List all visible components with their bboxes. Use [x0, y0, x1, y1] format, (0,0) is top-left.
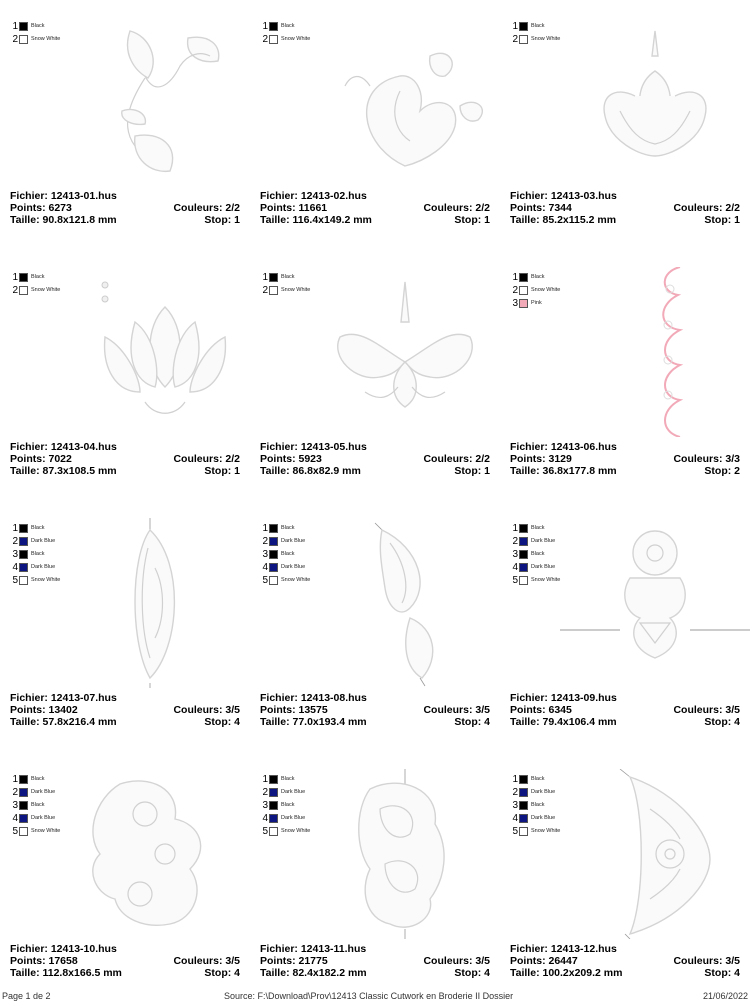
thread-name: Black	[531, 801, 545, 808]
design-card	[250, 253, 500, 504]
design-size: Taille: 79.4x106.4 mm	[510, 716, 617, 728]
design-size: Taille: 82.4x182.2 mm	[260, 967, 367, 979]
thread-list	[10, 773, 60, 838]
design-card	[500, 755, 750, 1006]
design-info	[260, 692, 490, 728]
thread-number: 3	[12, 548, 18, 560]
thread-color-swatch	[269, 814, 278, 823]
stitch-count: Points: 17658	[10, 955, 78, 967]
thread-name: Snow White	[31, 286, 61, 293]
thread-color-swatch	[19, 550, 28, 559]
thread-name: Black	[31, 22, 45, 29]
thread-list	[510, 271, 560, 310]
thread-color-swatch	[519, 827, 528, 836]
thread-name: Black	[31, 524, 45, 531]
stop-count: Stop: 1	[204, 465, 240, 477]
thread-item	[260, 535, 310, 548]
design-preview-image	[310, 267, 500, 437]
thread-name: Black	[531, 550, 545, 557]
thread-name: Snow White	[31, 35, 61, 42]
thread-item	[510, 548, 560, 561]
thread-color-swatch	[519, 299, 528, 308]
thread-number: 2	[12, 284, 18, 296]
thread-item	[260, 20, 310, 33]
design-preview-image	[310, 16, 500, 186]
file-name: Fichier: 12413-08.hus	[260, 692, 367, 704]
thread-name: Snow White	[531, 35, 561, 42]
thread-name: Dark Blue	[31, 563, 56, 570]
thread-item	[10, 271, 60, 284]
thread-item	[510, 812, 560, 825]
design-preview-image	[60, 769, 250, 939]
thread-item	[10, 773, 60, 786]
thread-name: Snow White	[281, 35, 311, 42]
thread-color-swatch	[269, 524, 278, 533]
thread-name: Black	[31, 775, 45, 782]
stitch-count: Points: 11661	[260, 202, 328, 214]
design-card	[250, 755, 500, 1006]
thread-number: 1	[262, 20, 268, 32]
thread-number: 3	[512, 548, 518, 560]
stitch-count: Points: 13402	[10, 704, 78, 716]
thread-number: 1	[262, 271, 268, 283]
thread-item	[10, 561, 60, 574]
file-name: Fichier: 12413-03.hus	[510, 190, 617, 202]
thread-number: 1	[512, 773, 518, 785]
thread-name: Dark Blue	[281, 563, 306, 570]
thread-list	[510, 773, 560, 838]
stitch-count: Points: 6345	[510, 704, 572, 716]
thread-name: Dark Blue	[31, 537, 56, 544]
thread-number: 5	[512, 574, 518, 586]
stitch-count: Points: 5923	[260, 453, 322, 465]
thread-color-swatch	[519, 22, 528, 31]
thread-color-swatch	[519, 775, 528, 784]
thread-item	[260, 799, 310, 812]
thread-number: 5	[512, 825, 518, 837]
thread-color-swatch	[19, 22, 28, 31]
design-card	[0, 504, 250, 755]
design-size: Taille: 36.8x177.8 mm	[510, 465, 617, 477]
thread-name: Snow White	[531, 827, 561, 834]
design-size: Taille: 90.8x121.8 mm	[10, 214, 117, 226]
stop-count: Stop: 1	[454, 214, 490, 226]
stitch-count: Points: 6273	[10, 202, 72, 214]
color-count: Couleurs: 2/2	[423, 453, 490, 465]
thread-color-swatch	[269, 576, 278, 585]
stop-count: Stop: 2	[704, 465, 740, 477]
design-size: Taille: 77.0x193.4 mm	[260, 716, 367, 728]
thread-number: 2	[12, 33, 18, 45]
stitch-count: Points: 26447	[510, 955, 578, 967]
thread-list	[10, 522, 60, 587]
stop-count: Stop: 4	[454, 716, 490, 728]
thread-item	[260, 786, 310, 799]
file-name: Fichier: 12413-10.hus	[10, 943, 117, 955]
thread-item	[510, 574, 560, 587]
thread-color-swatch	[269, 563, 278, 572]
design-card	[0, 755, 250, 1006]
design-preview-image	[60, 518, 250, 688]
thread-name: Black	[31, 550, 45, 557]
thread-name: Dark Blue	[281, 788, 306, 795]
thread-item	[510, 284, 560, 297]
stop-count: Stop: 4	[704, 716, 740, 728]
thread-item	[510, 535, 560, 548]
thread-number: 3	[262, 799, 268, 811]
thread-name: Dark Blue	[31, 814, 56, 821]
thread-item	[10, 574, 60, 587]
thread-item	[10, 825, 60, 838]
thread-number: 3	[262, 548, 268, 560]
design-size: Taille: 85.2x115.2 mm	[510, 214, 617, 226]
design-preview-image	[60, 267, 250, 437]
design-info	[510, 190, 740, 226]
thread-number: 1	[512, 271, 518, 283]
color-count: Couleurs: 3/3	[673, 453, 740, 465]
thread-number: 4	[512, 561, 518, 573]
color-count: Couleurs: 3/5	[173, 704, 240, 716]
thread-name: Snow White	[531, 576, 561, 583]
design-card	[500, 253, 750, 504]
thread-color-swatch	[269, 827, 278, 836]
thread-color-swatch	[519, 550, 528, 559]
page-number: Page 1 de 2	[2, 991, 51, 1001]
thread-item	[10, 522, 60, 535]
design-preview-image	[60, 16, 250, 186]
color-count: Couleurs: 2/2	[423, 202, 490, 214]
thread-item	[10, 20, 60, 33]
thread-name: Snow White	[281, 576, 311, 583]
design-card	[0, 2, 250, 253]
thread-color-swatch	[19, 35, 28, 44]
thread-item	[260, 812, 310, 825]
design-info	[10, 190, 240, 226]
design-info	[10, 441, 240, 477]
thread-number: 2	[12, 786, 18, 798]
thread-item	[260, 561, 310, 574]
design-info	[510, 692, 740, 728]
thread-color-swatch	[269, 273, 278, 282]
design-size: Taille: 86.8x82.9 mm	[260, 465, 361, 477]
source-path: Source: F:\Download\Prov\12413 Classic Cutwork en Broderie II Dossier	[224, 991, 514, 1001]
thread-color-swatch	[19, 814, 28, 823]
design-card	[0, 253, 250, 504]
design-card	[250, 504, 500, 755]
thread-item	[10, 812, 60, 825]
thread-number: 2	[512, 535, 518, 547]
thread-name: Dark Blue	[281, 537, 306, 544]
thread-name: Black	[531, 775, 545, 782]
color-count: Couleurs: 2/2	[173, 202, 240, 214]
thread-color-swatch	[19, 524, 28, 533]
thread-item	[510, 786, 560, 799]
thread-color-swatch	[19, 827, 28, 836]
thread-item	[510, 561, 560, 574]
thread-color-swatch	[269, 22, 278, 31]
thread-name: Snow White	[531, 286, 561, 293]
design-info	[510, 441, 740, 477]
thread-color-swatch	[519, 576, 528, 585]
color-count: Couleurs: 3/5	[423, 955, 490, 967]
thread-name: Snow White	[281, 827, 311, 834]
thread-list	[260, 522, 310, 587]
thread-name: Black	[281, 22, 295, 29]
thread-name: Dark Blue	[531, 788, 556, 795]
print-date: 21/06/2022	[703, 991, 749, 1001]
thread-number: 4	[12, 561, 18, 573]
thread-color-swatch	[19, 788, 28, 797]
thread-color-swatch	[269, 550, 278, 559]
file-name: Fichier: 12413-02.hus	[260, 190, 367, 202]
stop-count: Stop: 1	[704, 214, 740, 226]
design-info	[260, 441, 490, 477]
thread-item	[510, 271, 560, 284]
thread-color-swatch	[19, 563, 28, 572]
thread-color-swatch	[519, 537, 528, 546]
thread-item	[10, 284, 60, 297]
thread-color-swatch	[519, 35, 528, 44]
thread-item	[10, 33, 60, 46]
design-size: Taille: 116.4x149.2 mm	[260, 214, 372, 226]
design-card	[250, 2, 500, 253]
thread-number: 1	[512, 522, 518, 534]
thread-number: 2	[512, 33, 518, 45]
file-name: Fichier: 12413-06.hus	[510, 441, 617, 453]
thread-list	[10, 20, 60, 46]
thread-color-swatch	[19, 273, 28, 282]
file-name: Fichier: 12413-12.hus	[510, 943, 617, 955]
thread-name: Snow White	[31, 576, 61, 583]
thread-color-swatch	[519, 788, 528, 797]
thread-number: 2	[262, 786, 268, 798]
thread-number: 5	[12, 574, 18, 586]
thread-color-swatch	[269, 537, 278, 546]
thread-color-swatch	[269, 801, 278, 810]
thread-list	[10, 271, 60, 297]
thread-item	[510, 773, 560, 786]
thread-name: Black	[531, 22, 545, 29]
thread-name: Black	[531, 524, 545, 531]
thread-number: 4	[512, 812, 518, 824]
stitch-count: Points: 13575	[260, 704, 328, 716]
thread-name: Dark Blue	[531, 563, 556, 570]
design-size: Taille: 87.3x108.5 mm	[10, 465, 117, 477]
design-preview-image	[560, 267, 750, 437]
color-count: Couleurs: 2/2	[173, 453, 240, 465]
thread-list	[510, 20, 560, 46]
design-preview-image	[310, 769, 500, 939]
thread-color-swatch	[269, 775, 278, 784]
thread-number: 1	[262, 522, 268, 534]
thread-name: Snow White	[31, 827, 61, 834]
color-count: Couleurs: 3/5	[673, 955, 740, 967]
thread-name: Black	[281, 524, 295, 531]
thread-number: 2	[512, 786, 518, 798]
thread-color-swatch	[519, 273, 528, 282]
color-count: Couleurs: 3/5	[673, 704, 740, 716]
thread-color-swatch	[519, 563, 528, 572]
thread-number: 1	[12, 271, 18, 283]
file-name: Fichier: 12413-11.hus	[260, 943, 367, 955]
thread-number: 2	[262, 535, 268, 547]
thread-name: Black	[281, 801, 295, 808]
stop-count: Stop: 4	[454, 967, 490, 979]
thread-name: Dark Blue	[531, 814, 556, 821]
thread-color-swatch	[19, 576, 28, 585]
thread-color-swatch	[269, 35, 278, 44]
thread-item	[260, 522, 310, 535]
file-name: Fichier: 12413-07.hus	[10, 692, 117, 704]
file-name: Fichier: 12413-01.hus	[10, 190, 117, 202]
design-card	[500, 2, 750, 253]
thread-color-swatch	[269, 788, 278, 797]
thread-name: Dark Blue	[281, 814, 306, 821]
thread-number: 4	[262, 561, 268, 573]
thread-list	[260, 271, 310, 297]
design-size: Taille: 57.8x216.4 mm	[10, 716, 117, 728]
thread-item	[10, 535, 60, 548]
file-name: Fichier: 12413-05.hus	[260, 441, 367, 453]
thread-number: 1	[12, 522, 18, 534]
thread-color-swatch	[19, 801, 28, 810]
thread-name: Black	[31, 801, 45, 808]
thread-item	[260, 33, 310, 46]
design-preview-image	[560, 16, 750, 186]
stitch-count: Points: 7344	[510, 202, 572, 214]
design-preview-image	[560, 769, 750, 939]
thread-number: 1	[12, 20, 18, 32]
thread-number: 5	[12, 825, 18, 837]
color-count: Couleurs: 3/5	[173, 955, 240, 967]
thread-number: 3	[512, 799, 518, 811]
thread-number: 3	[512, 297, 518, 309]
thread-color-swatch	[519, 524, 528, 533]
thread-item	[260, 271, 310, 284]
thread-list	[260, 773, 310, 838]
stitch-count: Points: 3129	[510, 453, 572, 465]
thread-color-swatch	[519, 801, 528, 810]
thread-number: 3	[12, 799, 18, 811]
design-info	[510, 943, 740, 979]
thread-number: 4	[262, 812, 268, 824]
thread-name: Black	[281, 775, 295, 782]
design-card	[500, 504, 750, 755]
thread-item	[510, 297, 560, 310]
thread-name: Dark Blue	[31, 788, 56, 795]
thread-color-swatch	[19, 537, 28, 546]
thread-color-swatch	[269, 286, 278, 295]
file-name: Fichier: 12413-09.hus	[510, 692, 617, 704]
thread-item	[260, 773, 310, 786]
thread-name: Dark Blue	[531, 537, 556, 544]
thread-number: 2	[262, 284, 268, 296]
thread-name: Black	[281, 273, 295, 280]
color-count: Couleurs: 2/2	[673, 202, 740, 214]
thread-item	[260, 574, 310, 587]
stop-count: Stop: 1	[454, 465, 490, 477]
thread-item	[510, 522, 560, 535]
stitch-count: Points: 7022	[10, 453, 72, 465]
thread-list	[510, 522, 560, 587]
thread-name: Pink	[531, 299, 542, 306]
file-name: Fichier: 12413-04.hus	[10, 441, 117, 453]
stitch-count: Points: 21775	[260, 955, 328, 967]
color-count: Couleurs: 3/5	[423, 704, 490, 716]
thread-color-swatch	[19, 775, 28, 784]
page-footer	[0, 990, 750, 1003]
thread-item	[510, 20, 560, 33]
thread-number: 1	[512, 20, 518, 32]
design-info	[260, 943, 490, 979]
thread-number: 2	[262, 33, 268, 45]
thread-color-swatch	[19, 286, 28, 295]
design-preview-image	[560, 518, 750, 688]
thread-item	[10, 786, 60, 799]
design-preview-image	[310, 518, 500, 688]
stop-count: Stop: 1	[204, 214, 240, 226]
thread-item	[10, 799, 60, 812]
thread-number: 1	[262, 773, 268, 785]
design-info	[10, 943, 240, 979]
thread-item	[510, 799, 560, 812]
thread-number: 1	[12, 773, 18, 785]
thread-item	[260, 825, 310, 838]
thread-name: Black	[281, 550, 295, 557]
design-info	[10, 692, 240, 728]
stop-count: Stop: 4	[204, 716, 240, 728]
thread-item	[510, 825, 560, 838]
stop-count: Stop: 4	[204, 967, 240, 979]
thread-list	[260, 20, 310, 46]
thread-number: 5	[262, 574, 268, 586]
thread-number: 5	[262, 825, 268, 837]
design-info	[260, 190, 490, 226]
design-size: Taille: 112.8x166.5 mm	[10, 967, 122, 979]
thread-name: Black	[531, 273, 545, 280]
thread-number: 2	[512, 284, 518, 296]
thread-name: Black	[31, 273, 45, 280]
stop-count: Stop: 4	[704, 967, 740, 979]
thread-color-swatch	[519, 286, 528, 295]
thread-number: 2	[12, 535, 18, 547]
thread-item	[260, 548, 310, 561]
design-size: Taille: 100.2x209.2 mm	[510, 967, 623, 979]
thread-item	[10, 548, 60, 561]
thread-item	[510, 33, 560, 46]
thread-color-swatch	[519, 814, 528, 823]
thread-number: 4	[12, 812, 18, 824]
thread-name: Snow White	[281, 286, 311, 293]
thread-item	[260, 284, 310, 297]
